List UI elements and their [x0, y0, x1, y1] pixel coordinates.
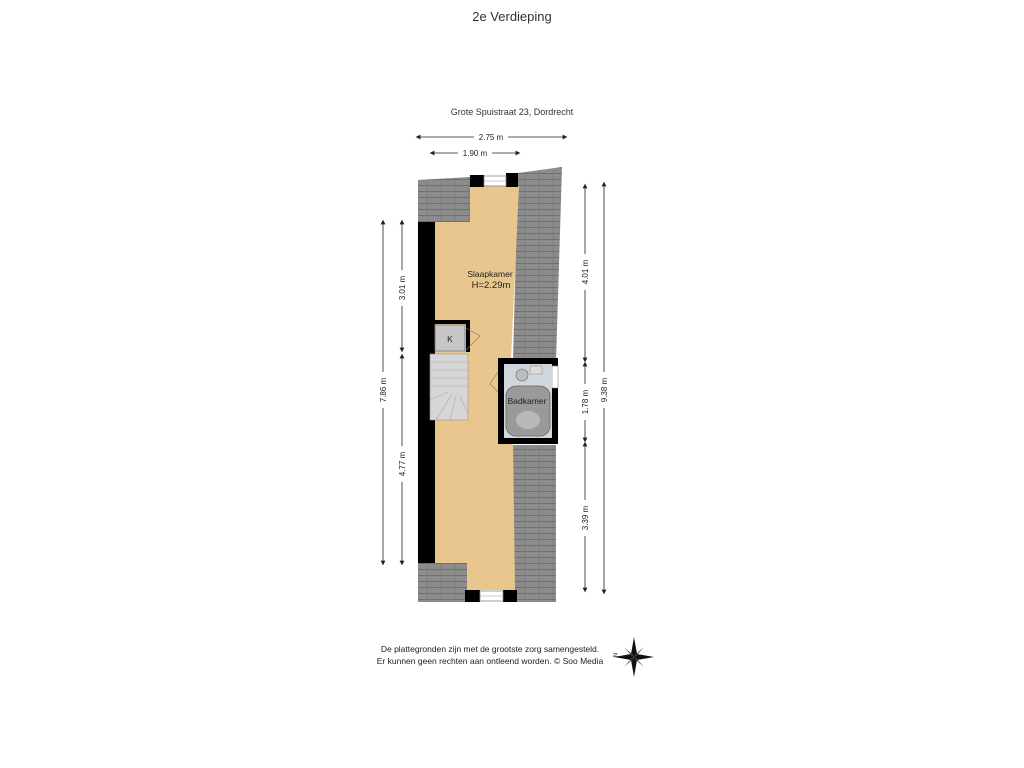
- window-top: [484, 176, 506, 186]
- bathroom-label: Badkamer: [507, 396, 547, 406]
- dim-top-inner-label: 1.90 m: [462, 149, 488, 158]
- disclaimer-line-1: De plattegronden zijn met de grootste zorg samengesteld.: [380, 644, 600, 654]
- roof-left-top: [418, 177, 470, 222]
- disclaimer-line-2: Er kunnen geen rechten aan ontleend worden. © Soo Media: [376, 656, 604, 666]
- roof-right-bottom: [515, 563, 556, 602]
- roof-left-bottom: [418, 563, 467, 602]
- dim-right-upper-label: 4.01 m: [581, 259, 590, 285]
- floor-title: 2e Verdieping: [472, 9, 552, 24]
- dim-right-total-label: 9.38 m: [600, 377, 609, 403]
- dim-top-outer-label: 2.75 m: [478, 133, 504, 142]
- disclaimer: [0, 643, 980, 667]
- bedroom-height: H=2.29m: [471, 280, 511, 291]
- dim-right-lower-label: 3.39 m: [581, 505, 590, 531]
- dim-right-middle-label: 1.78 m: [581, 389, 590, 415]
- compass-north-label: N: [611, 652, 617, 658]
- window-bathroom: [552, 366, 558, 388]
- bedroom-label: Slaapkamer: [467, 269, 513, 279]
- dim-left-upper-label: 3.01 m: [398, 275, 407, 301]
- address-label: Grote Spuistraat 23, Dordrecht: [450, 107, 574, 117]
- dim-left-total-label: 7.86 m: [379, 377, 388, 403]
- closet-label: K: [447, 334, 453, 344]
- dim-left-lower-label: 4.77 m: [398, 451, 407, 477]
- window-bottom: [480, 591, 503, 601]
- staircase: [430, 354, 468, 420]
